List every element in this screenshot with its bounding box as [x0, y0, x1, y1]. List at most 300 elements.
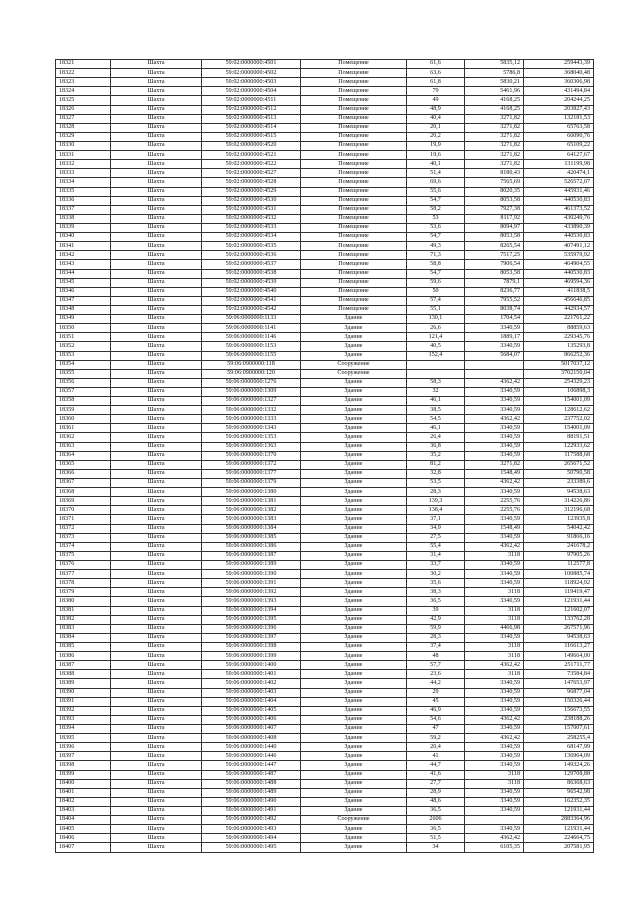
specific-value-cell: 6105,35	[465, 843, 524, 852]
cadastral-number-cell: 59:02:0000000:4538	[202, 269, 301, 278]
row-number-cell: 18366	[56, 469, 111, 478]
row-number-cell: 18390	[56, 688, 111, 697]
table-row	[56, 178, 594, 187]
cadastral-value-cell: 128612,62	[524, 406, 594, 415]
cadastral-number-cell: 59:06:0000000:1402	[202, 679, 301, 688]
table-row	[56, 296, 594, 305]
row-number-cell: 18325	[56, 96, 111, 105]
table-row	[56, 597, 594, 606]
locality-cell: Шахта	[111, 542, 202, 551]
area-cell: 81,2	[407, 460, 465, 469]
cadastral-value-cell: 224664,75	[524, 834, 594, 843]
cadastral-value-cell: 5017037,12	[524, 360, 594, 369]
specific-value-cell: 4362,42	[465, 479, 524, 488]
cadastral-number-cell: 59:06:0000000:1490	[202, 797, 301, 806]
area-cell: 54,5	[407, 415, 465, 424]
object-type-cell: Здание	[301, 488, 407, 497]
row-number-cell: 18380	[56, 597, 111, 606]
cadastral-value-table	[55, 59, 594, 853]
specific-value-cell: 7879,1	[465, 278, 524, 287]
object-type-cell: Здание	[301, 706, 407, 715]
row-number-cell: 18373	[56, 533, 111, 542]
locality-cell: Шахта	[111, 497, 202, 506]
row-number-cell: 18326	[56, 105, 111, 114]
specific-value-cell: 4362,42	[465, 542, 524, 551]
table-row	[56, 123, 594, 132]
specific-value-cell: 3340,59	[465, 387, 524, 396]
locality-cell: Шахта	[111, 296, 202, 305]
row-number-cell: 18348	[56, 305, 111, 314]
object-type-cell: Здание	[301, 652, 407, 661]
object-type-cell: Здание	[301, 378, 407, 387]
locality-cell: Шахта	[111, 506, 202, 515]
row-number-cell: 18322	[56, 69, 111, 78]
cadastral-number-cell: 59:06:0000000:1489	[202, 788, 301, 797]
locality-cell: Шахта	[111, 624, 202, 633]
table-row	[56, 579, 594, 588]
area-cell: 152,4	[407, 351, 465, 360]
locality-cell: Шахта	[111, 324, 202, 333]
locality-cell: Шахта	[111, 141, 202, 150]
cadastral-number-cell: 59:02:0000000:4535	[202, 242, 301, 251]
specific-value-cell: 4362,42	[465, 415, 524, 424]
locality-cell: Шахта	[111, 597, 202, 606]
cadastral-value-cell: 131199,98	[524, 160, 594, 169]
object-type-cell: Здание	[301, 515, 407, 524]
specific-value-cell: 8265,54	[465, 242, 524, 251]
locality-cell: Шахта	[111, 715, 202, 724]
row-number-cell: 18324	[56, 87, 111, 96]
locality-cell: Шахта	[111, 633, 202, 642]
locality-cell: Шахта	[111, 752, 202, 761]
object-type-cell: Здание	[301, 469, 407, 478]
row-number-cell: 18369	[56, 497, 111, 506]
object-type-cell: Помещение	[301, 132, 407, 141]
locality-cell: Шахта	[111, 843, 202, 852]
cadastral-value-cell: 136964,09	[524, 752, 594, 761]
cadastral-value-cell: 132181,53	[524, 114, 594, 123]
object-type-cell: Здание	[301, 451, 407, 460]
table-row	[56, 697, 594, 706]
row-number-cell: 18402	[56, 797, 111, 806]
cadastral-number-cell: 59:02:0000000:4501	[202, 60, 301, 69]
object-type-cell: Здание	[301, 561, 407, 570]
object-type-cell: Помещение	[301, 105, 407, 114]
object-type-cell: Помещение	[301, 242, 407, 251]
cadastral-value-cell: 203827,43	[524, 105, 594, 114]
row-number-cell: 18329	[56, 132, 111, 141]
specific-value-cell: 4362,42	[465, 834, 524, 843]
locality-cell: Шахта	[111, 770, 202, 779]
cadastral-number-cell: 59:02:0000000:4534	[202, 233, 301, 242]
locality-cell: Шахта	[111, 615, 202, 624]
cadastral-value-cell: 150326,44	[524, 697, 594, 706]
area-cell: 36,5	[407, 597, 465, 606]
cadastral-value-cell: 97905,26	[524, 551, 594, 560]
locality-cell: Шахта	[111, 652, 202, 661]
cadastral-value-cell: 119419,47	[524, 588, 594, 597]
table-row	[56, 679, 594, 688]
cadastral-value-cell: 407491,12	[524, 242, 594, 251]
row-number-cell: 18333	[56, 169, 111, 178]
cadastral-value-cell: 154001,09	[524, 397, 594, 406]
cadastral-number-cell: 59:06:0000000:1327	[202, 397, 301, 406]
area-cell: 35,2	[407, 451, 465, 460]
cadastral-value-cell: 147653,97	[524, 679, 594, 688]
row-number-cell: 18327	[56, 114, 111, 123]
cadastral-value-cell: 123935,8	[524, 515, 594, 524]
cadastral-number-cell: 59:06:0000000:1440	[202, 743, 301, 752]
locality-cell: Шахта	[111, 360, 202, 369]
table-row	[56, 715, 594, 724]
locality-cell: Шахта	[111, 588, 202, 597]
cadastral-value-cell: 91866,16	[524, 533, 594, 542]
locality-cell: Шахта	[111, 114, 202, 123]
cadastral-number-cell: 59:06:0000000:1403	[202, 688, 301, 697]
cadastral-number-cell: 59:06:0000000:1146	[202, 333, 301, 342]
cadastral-value-cell: 94538,63	[524, 488, 594, 497]
locality-cell: Шахта	[111, 743, 202, 752]
specific-value-cell: 4466,98	[465, 624, 524, 633]
area-cell: 38,5	[407, 406, 465, 415]
cadastral-number-cell: 59:06:0000000:1494	[202, 834, 301, 843]
table-row	[56, 287, 594, 296]
locality-cell: Шахта	[111, 151, 202, 160]
cadastral-number-cell: 59:02:0000000:4512	[202, 105, 301, 114]
locality-cell: Шахта	[111, 351, 202, 360]
table-row	[56, 260, 594, 269]
table-row	[56, 351, 594, 360]
table-row	[56, 479, 594, 488]
area-cell: 47	[407, 724, 465, 733]
cadastral-number-cell: 59:06:0000000:1383	[202, 515, 301, 524]
object-type-cell: Здание	[301, 333, 407, 342]
locality-cell: Шахта	[111, 269, 202, 278]
row-number-cell: 18399	[56, 770, 111, 779]
cadastral-number-cell: 59:06:0000000:1398	[202, 643, 301, 652]
locality-cell: Шахта	[111, 187, 202, 196]
row-number-cell: 18383	[56, 624, 111, 633]
locality-cell: Шахта	[111, 132, 202, 141]
area-cell: 139,3	[407, 497, 465, 506]
specific-value-cell: 3271,82	[465, 123, 524, 132]
object-type-cell: Здание	[301, 570, 407, 579]
specific-value-cell: 3340,59	[465, 679, 524, 688]
cadastral-value-cell: 2883364,96	[524, 816, 594, 825]
row-number-cell: 18342	[56, 251, 111, 260]
area-cell	[407, 360, 465, 369]
object-type-cell: Помещение	[301, 114, 407, 123]
table-row	[56, 643, 594, 652]
row-number-cell: 18351	[56, 333, 111, 342]
cadastral-number-cell: 59:02:0000000:4513	[202, 114, 301, 123]
specific-value-cell: 3340,59	[465, 451, 524, 460]
table-row	[56, 242, 594, 251]
table-row	[56, 734, 594, 743]
specific-value-cell: 5684,07	[465, 351, 524, 360]
cadastral-value-cell: 420474,1	[524, 169, 594, 178]
table-row	[56, 779, 594, 788]
row-number-cell: 18350	[56, 324, 111, 333]
locality-cell: Шахта	[111, 178, 202, 187]
row-number-cell: 18396	[56, 743, 111, 752]
area-cell: 54,6	[407, 715, 465, 724]
cadastral-number-cell: 59:02:0000000:4514	[202, 123, 301, 132]
locality-cell: Шахта	[111, 524, 202, 533]
row-number-cell: 18321	[56, 60, 111, 69]
cadastral-value-cell: 86368,63	[524, 779, 594, 788]
specific-value-cell: 3340,59	[465, 324, 524, 333]
table-row	[56, 397, 594, 406]
area-cell: 23,6	[407, 670, 465, 679]
cadastral-value-cell: 233389,6	[524, 479, 594, 488]
area-cell: 53	[407, 214, 465, 223]
object-type-cell: Помещение	[301, 287, 407, 296]
object-type-cell: Здание	[301, 697, 407, 706]
row-number-cell: 18323	[56, 78, 111, 87]
object-type-cell: Здание	[301, 643, 407, 652]
object-type-cell: Сооружение	[301, 360, 407, 369]
object-type-cell: Помещение	[301, 296, 407, 305]
row-number-cell: 18387	[56, 661, 111, 670]
row-number-cell: 18381	[56, 606, 111, 615]
object-type-cell: Здание	[301, 542, 407, 551]
area-cell: 48,9	[407, 105, 465, 114]
cadastral-value-cell: 265671,52	[524, 460, 594, 469]
cadastral-number-cell: 59:06:0000000:1408	[202, 734, 301, 743]
object-type-cell: Помещение	[301, 141, 407, 150]
cadastral-value-cell: 251711,77	[524, 661, 594, 670]
specific-value-cell: 7955,52	[465, 296, 524, 305]
area-cell: 27,5	[407, 533, 465, 542]
cadastral-value-cell: 368040,48	[524, 69, 594, 78]
object-type-cell: Помещение	[301, 205, 407, 214]
table-row	[56, 132, 594, 141]
specific-value-cell: 3340,59	[465, 597, 524, 606]
row-number-cell: 18343	[56, 260, 111, 269]
cadastral-value-cell: 154001,09	[524, 424, 594, 433]
row-number-cell: 18397	[56, 752, 111, 761]
specific-value-cell: 3271,82	[465, 141, 524, 150]
cadastral-value-cell: 431494,84	[524, 87, 594, 96]
object-type-cell: Сооружение	[301, 816, 407, 825]
cadastral-number-cell: 59:02:0000000:4542	[202, 305, 301, 314]
area-cell: 138,4	[407, 506, 465, 515]
object-type-cell: Здание	[301, 551, 407, 560]
object-type-cell: Здание	[301, 679, 407, 688]
specific-value-cell: 3118	[465, 588, 524, 597]
area-cell: 57,4	[407, 296, 465, 305]
area-cell: 28,9	[407, 788, 465, 797]
object-type-cell: Помещение	[301, 178, 407, 187]
locality-cell: Шахта	[111, 342, 202, 351]
object-type-cell: Здание	[301, 734, 407, 743]
row-number-cell: 18403	[56, 806, 111, 815]
cadastral-value-cell: 440530,83	[524, 269, 594, 278]
specific-value-cell: 3340,59	[465, 633, 524, 642]
table-row	[56, 78, 594, 87]
cadastral-number-cell: 59:06:0000000:1390	[202, 570, 301, 579]
object-type-cell: Здание	[301, 506, 407, 515]
locality-cell: Шахта	[111, 697, 202, 706]
table-row	[56, 816, 594, 825]
area-cell: 20,1	[407, 123, 465, 132]
table-row	[56, 187, 594, 196]
specific-value-cell: 3340,59	[465, 724, 524, 733]
specific-value-cell: 8053,58	[465, 269, 524, 278]
table-row	[56, 69, 594, 78]
table-row	[56, 606, 594, 615]
area-cell: 33,7	[407, 561, 465, 570]
area-cell: 59,9	[407, 624, 465, 633]
row-number-cell: 18394	[56, 724, 111, 733]
cadastral-value-cell: 433890,39	[524, 223, 594, 232]
row-number-cell: 18389	[56, 679, 111, 688]
area-cell: 26,6	[407, 324, 465, 333]
row-number-cell: 18398	[56, 761, 111, 770]
area-cell: 36,8	[407, 442, 465, 451]
locality-cell: Шахта	[111, 788, 202, 797]
locality-cell: Шахта	[111, 442, 202, 451]
cadastral-number-cell: 59:06:0000000:1447	[202, 761, 301, 770]
cadastral-number-cell: 59:06:0000000:1491	[202, 806, 301, 815]
row-number-cell: 18356	[56, 378, 111, 387]
table-row	[56, 324, 594, 333]
object-type-cell: Здание	[301, 624, 407, 633]
area-cell: 28,3	[407, 488, 465, 497]
object-type-cell: Здание	[301, 743, 407, 752]
area-cell: 41	[407, 752, 465, 761]
cadastral-number-cell: 59:02:0000000:4522	[202, 160, 301, 169]
specific-value-cell: 3340,59	[465, 397, 524, 406]
locality-cell: Шахта	[111, 305, 202, 314]
cadastral-number-cell: 59:02:0000000:4521	[202, 151, 301, 160]
locality-cell: Шахта	[111, 169, 202, 178]
locality-cell: Шахта	[111, 724, 202, 733]
specific-value-cell: 5830,21	[465, 78, 524, 87]
cadastral-value-cell: 135293,8	[524, 342, 594, 351]
locality-cell: Шахта	[111, 834, 202, 843]
specific-value-cell: 7906,54	[465, 260, 524, 269]
specific-value-cell: 3340,59	[465, 424, 524, 433]
cadastral-value-cell: 360306,98	[524, 78, 594, 87]
table-row	[56, 761, 594, 770]
locality-cell: Шахта	[111, 451, 202, 460]
object-type-cell: Здание	[301, 497, 407, 506]
specific-value-cell: 4362,42	[465, 715, 524, 724]
specific-value-cell: 3271,82	[465, 132, 524, 141]
area-cell: 29	[407, 688, 465, 697]
area-cell: 42,9	[407, 615, 465, 624]
cadastral-value-cell: 238188,26	[524, 715, 594, 724]
row-number-cell: 18362	[56, 433, 111, 442]
area-cell: 57,7	[407, 661, 465, 670]
object-type-cell: Здание	[301, 433, 407, 442]
specific-value-cell: 3271,82	[465, 460, 524, 469]
area-cell: 34,9	[407, 524, 465, 533]
specific-value-cell: 8053,58	[465, 196, 524, 205]
row-number-cell: 18376	[56, 561, 111, 570]
row-number-cell: 18372	[56, 524, 111, 533]
area-cell: 59,2	[407, 734, 465, 743]
row-number-cell: 18407	[56, 843, 111, 852]
locality-cell: Шахта	[111, 469, 202, 478]
area-cell: 61,6	[407, 60, 465, 69]
specific-value-cell: 3118	[465, 643, 524, 652]
row-number-cell: 18379	[56, 588, 111, 597]
area-cell: 36,5	[407, 825, 465, 834]
cadastral-number-cell: 59:02:0000000:4537	[202, 260, 301, 269]
cadastral-number-cell: 59:06:0000000:1404	[202, 697, 301, 706]
object-type-cell: Здание	[301, 597, 407, 606]
locality-cell: Шахта	[111, 515, 202, 524]
table-row	[56, 624, 594, 633]
row-number-cell: 18330	[56, 141, 111, 150]
cadastral-number-cell: 59:02:0000000:4504	[202, 87, 301, 96]
object-type-cell: Здание	[301, 670, 407, 679]
cadastral-value-cell: 411838,5	[524, 287, 594, 296]
area-cell: 38,3	[407, 588, 465, 597]
area-cell: 20,4	[407, 743, 465, 752]
cadastral-number-cell: 59:02:0000000:4530	[202, 196, 301, 205]
cadastral-value-cell: 54042,42	[524, 524, 594, 533]
locality-cell: Шахта	[111, 415, 202, 424]
area-cell: 28,3	[407, 633, 465, 642]
table-row	[56, 633, 594, 642]
locality-cell: Шахта	[111, 123, 202, 132]
row-number-cell: 18371	[56, 515, 111, 524]
cadastral-value-cell: 229345,76	[524, 333, 594, 342]
area-cell: 44,7	[407, 761, 465, 770]
cadastral-number-cell: 59:06:0000000:1406	[202, 715, 301, 724]
area-cell: 39	[407, 606, 465, 615]
table-row	[56, 333, 594, 342]
object-type-cell: Здание	[301, 761, 407, 770]
specific-value-cell: 3340,59	[465, 797, 524, 806]
row-number-cell: 18345	[56, 278, 111, 287]
locality-cell: Шахта	[111, 816, 202, 825]
table-row	[56, 160, 594, 169]
object-type-cell: Помещение	[301, 196, 407, 205]
table-row	[56, 96, 594, 105]
cadastral-value-cell: 118924,92	[524, 579, 594, 588]
table-row	[56, 460, 594, 469]
cadastral-value-cell: 204244,25	[524, 96, 594, 105]
specific-value-cell: 3340,59	[465, 825, 524, 834]
cadastral-value-cell: 64127,67	[524, 151, 594, 160]
cadastral-number-cell: 59:06:0000000:1446	[202, 752, 301, 761]
table-row	[56, 752, 594, 761]
table-row	[56, 561, 594, 570]
area-cell: 40,4	[407, 114, 465, 123]
area-cell: 49,3	[407, 242, 465, 251]
cadastral-number-cell: 59:02:0000000:4529	[202, 187, 301, 196]
cadastral-number-cell: 59:02:0000000:4540	[202, 287, 301, 296]
object-type-cell: Здание	[301, 342, 407, 351]
cadastral-value-cell: 94538,63	[524, 633, 594, 642]
row-number-cell: 18358	[56, 397, 111, 406]
locality-cell: Шахта	[111, 96, 202, 105]
row-number-cell: 18368	[56, 488, 111, 497]
table-row	[56, 652, 594, 661]
cadastral-value-cell: 149664,00	[524, 652, 594, 661]
row-number-cell: 18378	[56, 579, 111, 588]
specific-value-cell	[465, 369, 524, 378]
object-type-cell: Помещение	[301, 96, 407, 105]
cadastral-number-cell: 59:06:0000000:1396	[202, 624, 301, 633]
specific-value-cell: 4168,25	[465, 96, 524, 105]
table-row	[56, 469, 594, 478]
